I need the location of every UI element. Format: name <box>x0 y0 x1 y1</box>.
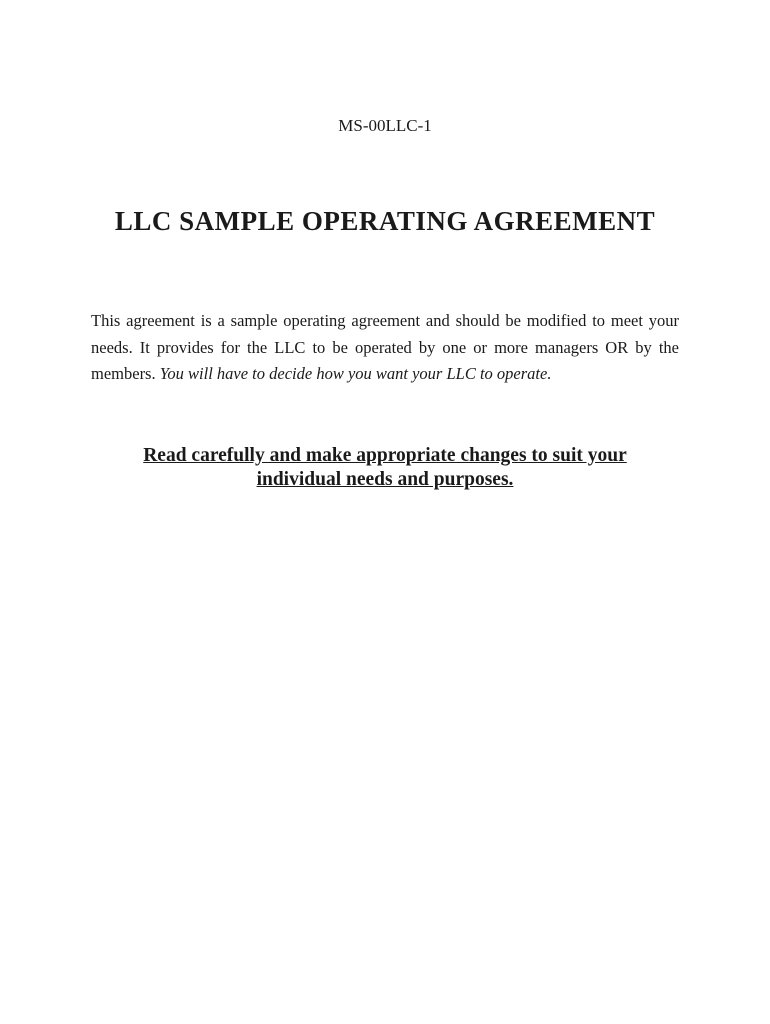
notice-heading: Read carefully and make appropriate changes to suit your individual needs and purposes. <box>143 444 627 490</box>
intro-paragraph <box>91 308 679 388</box>
intro-text: This agreement is a sample operating agreement and should be modified to meet your needs. It provides for the LLC to be operated by one or more managers OR by the members. <box>91 311 679 383</box>
form-number: MS-00LLC-1 <box>338 116 432 135</box>
intro-italic-text: You will have to decide how you want your LLC to operate. <box>159 364 552 383</box>
document-title: LLC SAMPLE OPERATING AGREEMENT <box>114 206 656 236</box>
